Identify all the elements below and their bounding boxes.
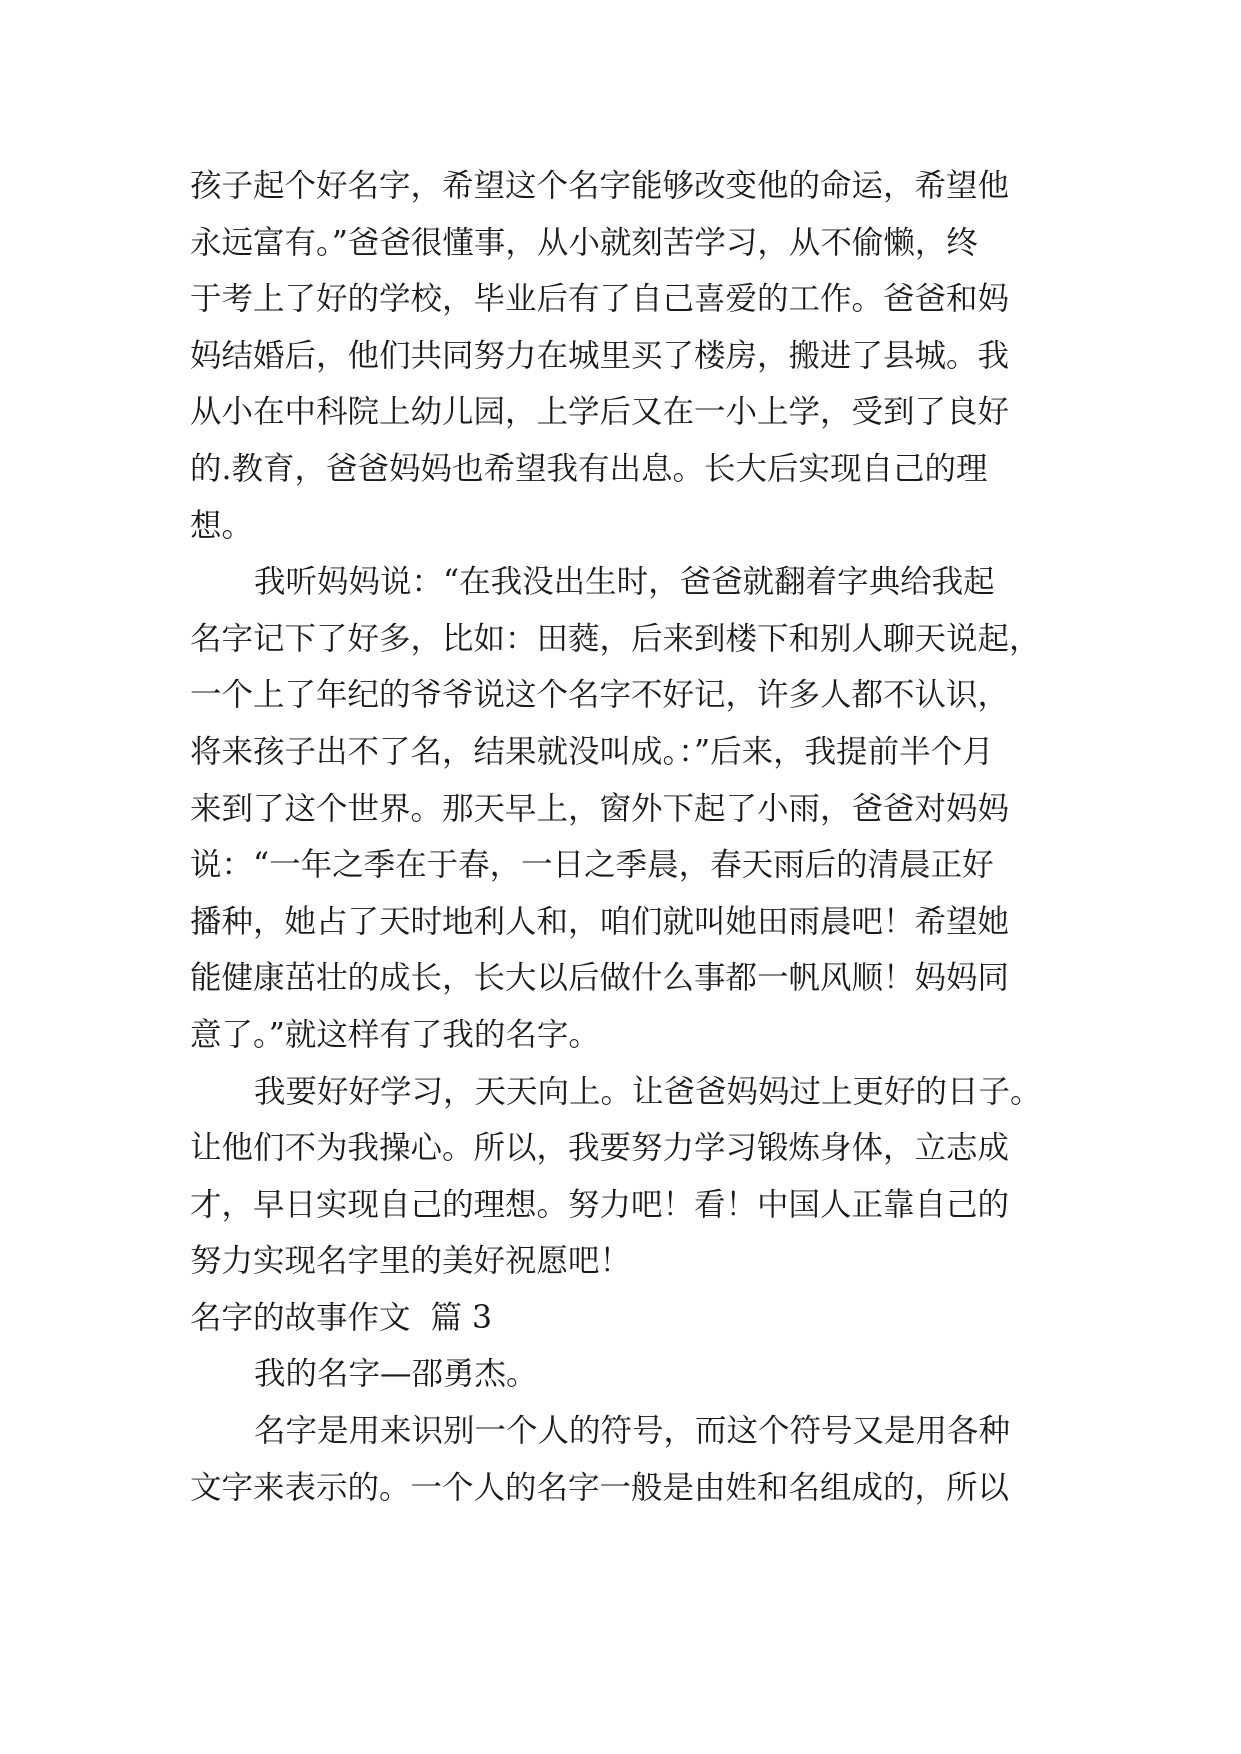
body-text: [190, 158, 1070, 1516]
paragraph-line: 让他们不为我操心。所以，我要努力学习锻炼身体，立志成: [190, 1130, 1010, 1167]
paragraph-line: 从小在中科院上幼儿园，上学后又在一小上学，受到了良好: [190, 394, 1010, 431]
paragraph-line: 我听妈妈说：“在我没出生时，爸爸就翻着字典给我起: [254, 564, 995, 601]
paragraph-line: 能健康茁壮的成长，长大以后做什么事都一帆风顺！妈妈同: [190, 960, 1010, 997]
paragraph-line: 名字是用来识别一个人的符号，而这个符号又是用各种: [254, 1413, 1011, 1450]
paragraph-line: 努力实现名字里的美好祝愿吧！: [190, 1243, 632, 1280]
paragraph-line: 我要好好学习，天天向上。让爸爸妈妈过上更好的日子。: [254, 1073, 1042, 1110]
paragraph-line: 于考上了好的学校，毕业后有了自己喜爱的工作。爸爸和妈: [190, 281, 1010, 318]
paragraph-line: 将来孩子出不了名，结果就没叫成。：”后来，我提前半个月: [190, 733, 994, 770]
paragraph-line: 播种，她占了天时地利人和，咱们就叫她田雨晨吧！希望她: [190, 903, 1010, 940]
paragraph-line: 意了。”就这样有了我的名字。: [190, 1016, 600, 1053]
paragraph-line: 来到了这个世界。那天早上，窗外下起了小雨，爸爸对妈妈: [190, 790, 1010, 827]
paragraph-line: 一个上了年纪的爷爷说这个名字不好记，许多人都不认识，: [190, 677, 1010, 714]
paragraph-line: 文字来表示的。一个人的名字一般是由姓和名组成的，所以: [190, 1469, 1010, 1506]
paragraph-line: 说：“一年之季在于春，一日之季晨，春天雨后的清晨正好: [190, 847, 994, 884]
paragraph-line: 才，早日实现自己的理想。努力吧！看！中国人正靠自己的: [190, 1186, 1010, 1223]
paragraph-line: 孩子起个好名字，希望这个名字能够改变他的命运，希望他: [190, 168, 1010, 204]
paragraph-line: 我的名字—邵勇杰。: [254, 1356, 538, 1393]
paragraph-line: 永远富有。”爸爸很懂事，从小就刻苦学习，从不偷懒，终: [190, 224, 978, 261]
paragraph-line: 名字记下了好多，比如：田蕤，后来到楼下和别人聊天说起，: [190, 620, 1041, 657]
section-heading: 名字的故事作文 篇 3: [190, 1299, 493, 1336]
paragraph-line: 的.教育，爸爸妈妈也希望我有出息。长大后实现自己的理: [190, 450, 988, 487]
paragraph-line: 妈结婚后，他们共同努力在城里买了楼房，搬进了县城。我: [190, 337, 1010, 374]
paragraph-line: 想。: [190, 507, 254, 544]
